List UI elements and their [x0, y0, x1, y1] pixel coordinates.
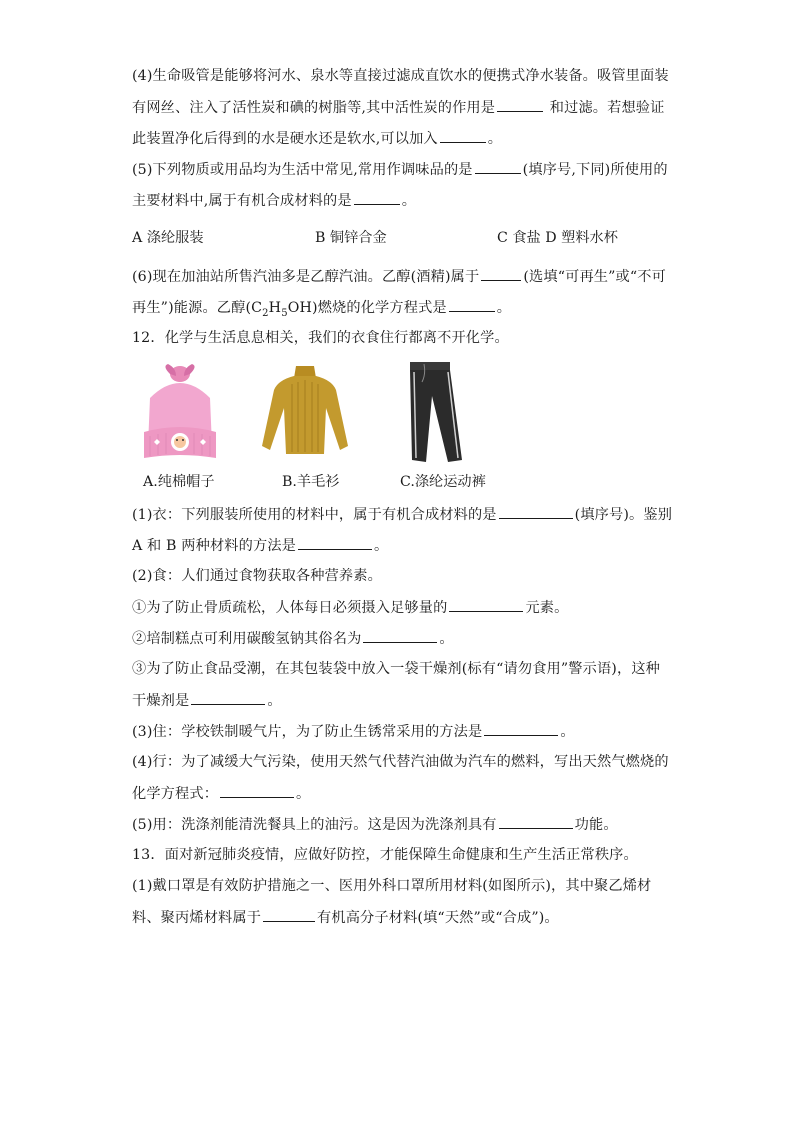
q12-intro: 12．化学与生活息息相关，我们的衣食住行都离不开化学。	[132, 330, 509, 346]
answer-blank[interactable]	[499, 504, 573, 519]
answer-blank[interactable]	[440, 128, 486, 143]
q12-part2-item3-line1: ③为了防止食品受潮，在其包装袋中放入一袋干燥剂(标有“请勿食用”警示语)，这种	[132, 661, 660, 677]
answer-blank[interactable]	[220, 783, 294, 798]
q12-part2-item2: ②培制糕点可利用碳酸氢钠其俗名为 。	[132, 628, 454, 649]
wool-sweater-image	[258, 364, 352, 458]
polyester-pants-image	[404, 360, 466, 464]
option-b: B 铜锌合金	[315, 230, 387, 246]
q12-part2-item1: ①为了防止骨质疏松，人体每日必须摄入足够量的 元素。	[132, 597, 568, 618]
q13-part1-line1: (1)戴口罩是有效防护措施之一、医用外科口罩所用材料(如图所示)，其中聚乙烯材	[132, 878, 652, 894]
answer-blank[interactable]	[484, 721, 558, 736]
q11-part6-line1: (6)现在加油站所售汽油多是乙醇汽油。乙醇(酒精)属于 (选填“可再生”或“不可	[132, 266, 666, 287]
cotton-hat-image	[140, 362, 220, 462]
q13-part1-line2: 料、聚丙烯材料属于 有机高分子材料(填“天然”或“合成”)。	[132, 907, 559, 928]
caption-a: A.纯棉帽子	[143, 474, 215, 490]
answer-blank[interactable]	[363, 628, 437, 643]
q13-intro: 13．面对新冠肺炎疫情，应做好防控，才能保障生命健康和生产生活正常秩序。	[132, 847, 638, 863]
answer-blank[interactable]	[354, 190, 400, 205]
q12-part1-line1: (1)衣：下列服装所使用的材料中，属于有机合成材料的是 (填序号)。鉴别	[132, 504, 672, 525]
q11-part5-line1: (5)下列物质或用品均为生活中常见,常用作调味品的是 (填序号,下同)所使用的	[132, 159, 668, 180]
q11-part4-line3: 此装置净化后得到的水是硬水还是软水,可以加入 。	[132, 128, 502, 149]
q12-part2-item3-line2: 干燥剂是 。	[132, 690, 282, 711]
q12-part5: (5)用：洗涤剂能清洗餐具上的油污。这是因为洗涤剂具有 功能。	[132, 814, 618, 835]
answer-blank[interactable]	[475, 159, 521, 174]
answer-blank[interactable]	[263, 907, 315, 922]
answer-blank[interactable]	[499, 814, 573, 829]
q12-part4-line2: 化学方程式： 。	[132, 783, 310, 804]
q12-part4-line1: (4)行：为了减缓大气污染，使用天然气代替汽油做为汽车的燃料，写出天然气燃烧的	[132, 754, 669, 770]
answer-blank[interactable]	[497, 97, 543, 112]
q12-part2-heading: (2)食：人们通过食物获取各种营养素。	[132, 568, 382, 584]
answer-blank[interactable]	[191, 690, 265, 705]
caption-c: C.涤纶运动裤	[400, 474, 486, 490]
answer-blank[interactable]	[449, 597, 523, 612]
answer-blank[interactable]	[298, 535, 372, 550]
q11-part4-line1: (4)生命吸管是能够将河水、泉水等直接过滤成直饮水的便携式净水装备。吸管里面装	[132, 68, 669, 84]
q11-part5-line2: 主要材料中,属于有机合成材料的是 。	[132, 190, 416, 211]
q12-part3: (3)住：学校铁制暖气片，为了防止生锈常采用的方法是 。	[132, 721, 575, 742]
q11-part6-line2: 再生”)能源。乙醇$(C_2H_5OH)$燃烧的化学方程式是 。	[132, 297, 511, 318]
answer-blank[interactable]	[449, 297, 495, 312]
option-c-d: C 食盐 D 塑料水杯	[497, 230, 618, 246]
q11-part4-line2: 有网丝、注入了活性炭和碘的树脂等,其中活性炭的作用是 和过滤。若想验证	[132, 97, 664, 118]
answer-blank[interactable]	[481, 266, 521, 281]
caption-b: B.羊毛衫	[282, 474, 340, 490]
option-a: A 涤纶服装	[132, 230, 204, 246]
q12-part1-line2: A 和 B 两种材料的方法是 。	[132, 535, 388, 556]
